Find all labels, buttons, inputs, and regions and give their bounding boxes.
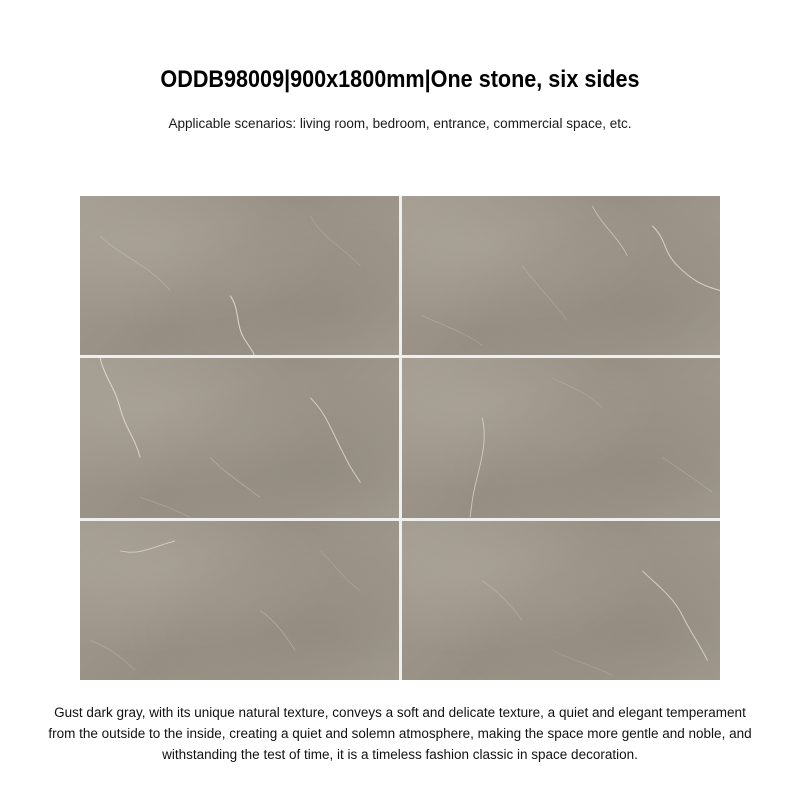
tile-3 — [80, 358, 399, 517]
tile-layout-image — [80, 196, 720, 680]
tile-5 — [80, 521, 399, 680]
page-subtitle: Applicable scenarios: living room, bedroom, entrance, commercial space, etc. — [168, 116, 632, 131]
product-description: Gust dark gray, with its unique natural texture, conveys a soft and delicate texture, a quiet and elegant temperament from the outside to the inside, creating a quiet and solemn atmosphere, making the space more gentle and noble, and withstanding the test of time, it is a timeless fashion classic in space decoration. — [48, 705, 752, 762]
tile-4 — [402, 358, 721, 517]
tile-1 — [80, 196, 399, 355]
tile-6 — [402, 521, 721, 680]
page-title: ODDB98009|900x1800mm|One stone, six sides — [160, 66, 640, 93]
tile-2 — [402, 196, 721, 355]
